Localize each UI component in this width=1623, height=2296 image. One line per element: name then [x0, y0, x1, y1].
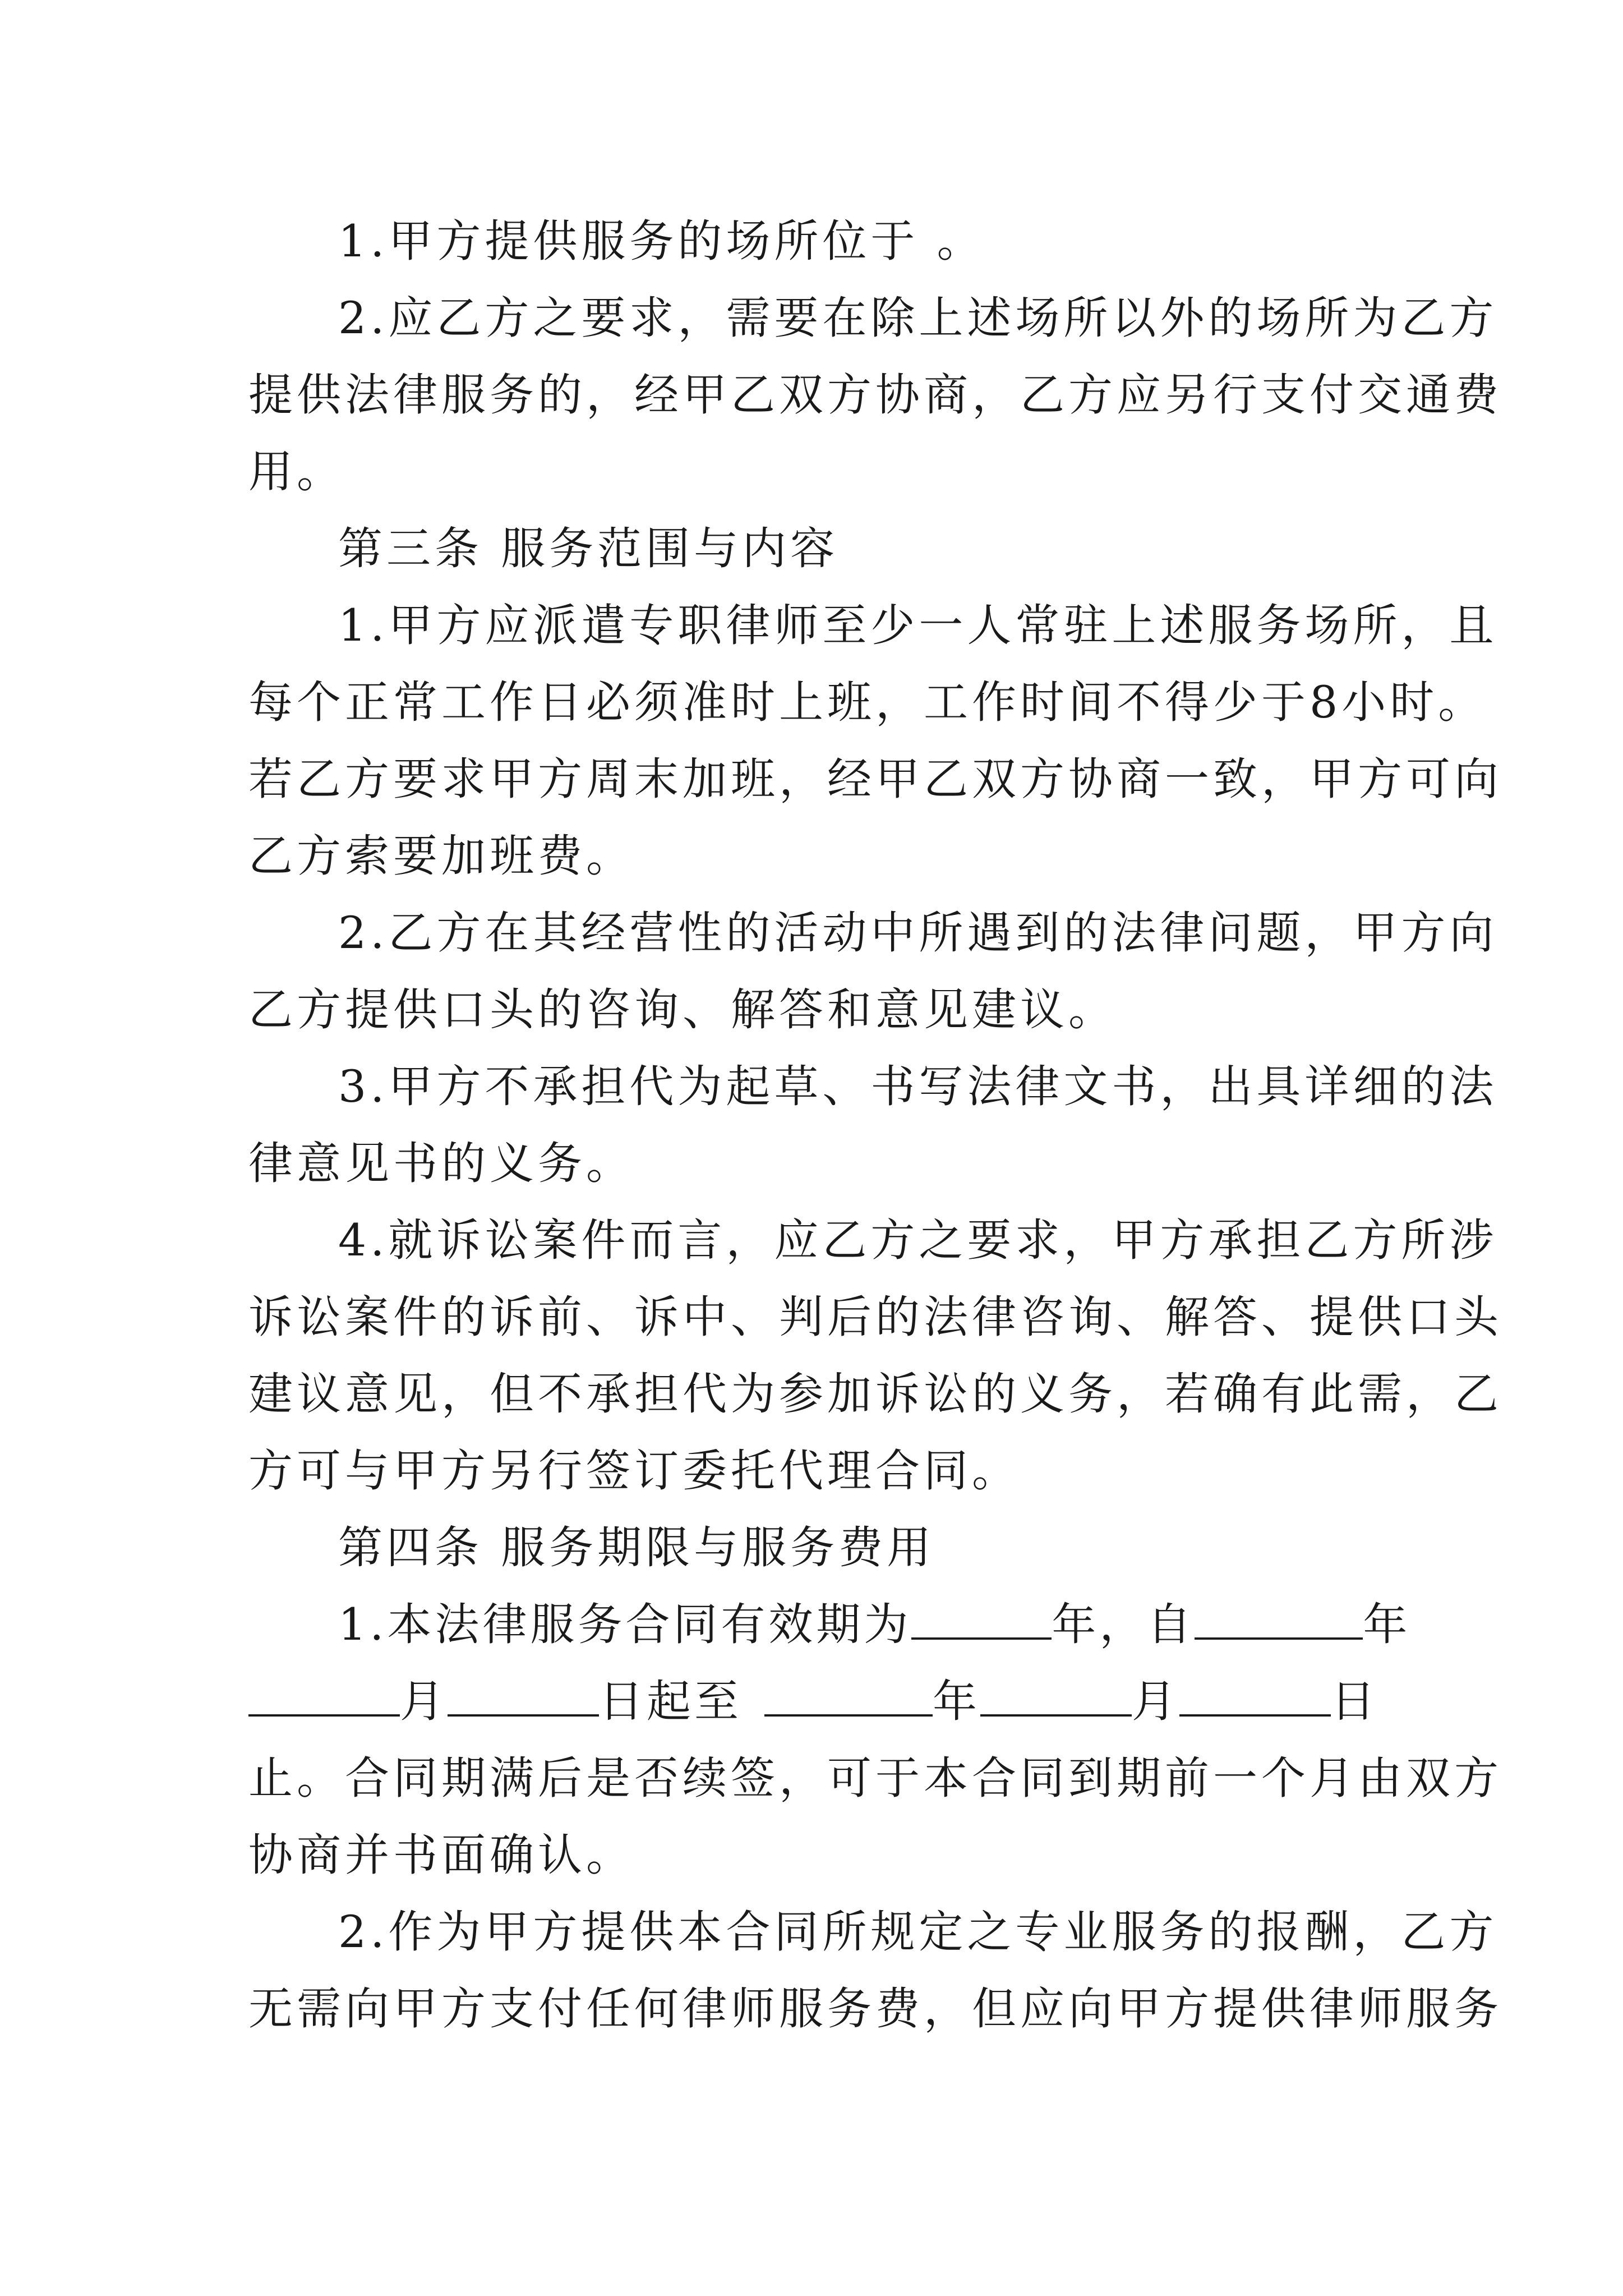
term-text-end-day: 日	[1331, 1676, 1378, 1727]
paragraph-resident-lawyer-line-3: 若乙方要求甲方周末加班，经甲乙双方协商一致，甲方可向	[248, 753, 1502, 805]
paragraph-resident-lawyer-line-4: 乙方索要加班费。	[248, 830, 634, 882]
paragraph-fee-line-2: 无需向甲方支付任何律师服务费，但应向甲方提供律师服务	[248, 1983, 1502, 2035]
article-4-heading: 第四条 服务期限与服务费用	[338, 1522, 935, 1573]
paragraph-term-line-4: 协商并书面确认。	[248, 1829, 634, 1881]
paragraph-no-drafting-line-2: 律意见书的义务。	[248, 1138, 634, 1189]
article-3-heading: 第三条 服务范围与内容	[338, 523, 839, 574]
term-text-validity: 1.本法律服务合同有效期为	[338, 1599, 912, 1650]
paragraph-other-location-line-1: 2.应乙方之要求，需要在除上述场所以外的场所为乙方	[338, 292, 1498, 344]
end-month-blank[interactable]	[980, 1673, 1132, 1717]
paragraph-other-location-line-3: 用。	[248, 446, 345, 498]
paragraph-fee-line-1: 2.作为甲方提供本合同所规定之专业服务的报酬，乙方	[338, 1906, 1498, 1958]
end-day-blank[interactable]	[1179, 1673, 1331, 1717]
paragraph-service-location: 1.甲方提供服务的场所位于 。	[338, 215, 985, 267]
paragraph-oral-consult-line-2: 乙方提供口头的咨询、解答和意见建议。	[248, 984, 1117, 1036]
paragraph-oral-consult-line-1: 2.乙方在其经营性的活动中所遇到的法律问题，甲方向	[338, 907, 1498, 959]
term-text-year-from: 年，自	[1052, 1599, 1195, 1650]
start-year-blank[interactable]	[1195, 1596, 1363, 1640]
paragraph-other-location-line-2: 提供法律服务的，经甲乙双方协商，乙方应另行支付交通费	[248, 369, 1502, 421]
start-month-blank[interactable]	[248, 1673, 400, 1717]
paragraph-term-line-2	[248, 1663, 1387, 1740]
paragraph-term-line-1	[248, 1586, 1411, 1663]
paragraph-litigation-line-3: 建议意见，但不承担代为参加诉讼的义务，若确有此需，乙	[248, 1368, 1502, 1420]
term-text-year: 年	[1363, 1599, 1411, 1650]
term-text-day-until: 日起至	[599, 1676, 742, 1727]
term-text-end-month: 月	[1132, 1676, 1179, 1727]
paragraph-no-drafting-line-1: 3.甲方不承担代为起草、书写法律文书，出具详细的法	[338, 1061, 1498, 1112]
paragraph-litigation-line-4: 方可与甲方另行签订委托代理合同。	[248, 1445, 1020, 1497]
end-year-blank[interactable]	[764, 1673, 933, 1717]
term-years-blank[interactable]	[911, 1596, 1052, 1640]
paragraph-litigation-line-1: 4.就诉讼案件而言，应乙方之要求，甲方承担乙方所涉	[338, 1214, 1498, 1266]
paragraph-term-line-3: 止。合同期满后是否续签，可于本合同到期前一个月由双方	[248, 1752, 1502, 1804]
term-text-end-year: 年	[933, 1676, 980, 1727]
paragraph-resident-lawyer-line-1: 1.甲方应派遣专职律师至少一人常驻上述服务场所，且	[338, 600, 1498, 651]
start-day-blank[interactable]	[448, 1673, 599, 1717]
term-text-month: 月	[400, 1676, 448, 1727]
paragraph-resident-lawyer-line-2: 每个正常工作日必须准时上班，工作时间不得少于8小时。	[248, 677, 1487, 728]
document-body	[248, 203, 1502, 2047]
paragraph-litigation-line-2: 诉讼案件的诉前、诉中、判后的法律咨询、解答、提供口头	[248, 1291, 1502, 1343]
